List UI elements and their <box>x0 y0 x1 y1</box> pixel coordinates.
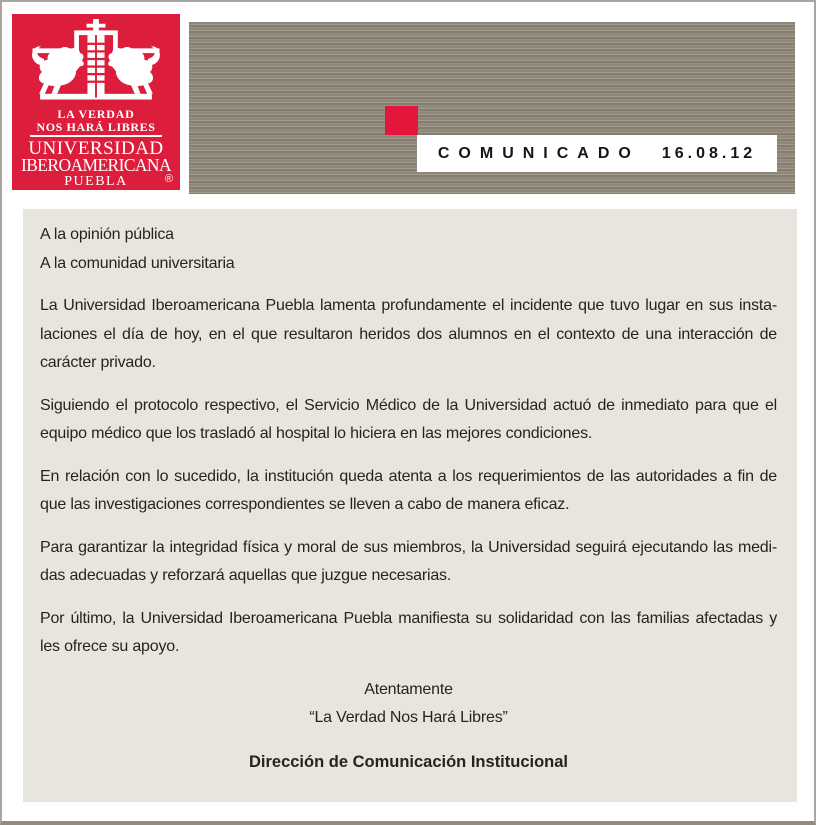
text-line: que las investigaciones correspondientes se lleven a cabo de manera eficaz. <box>40 496 570 513</box>
paragraph <box>40 292 777 378</box>
text-line: laciones el día de hoy, en el que resultaron heridos dos alumnos en el contexto de una interacción de <box>40 325 777 343</box>
comunicado-title-bar <box>417 135 777 172</box>
text-line: equipo médico que los trasladó al hospital lo hiciera en las mejores condiciones. <box>40 425 593 442</box>
registered-trademark-icon: ® <box>164 173 173 185</box>
signature-block <box>40 676 777 777</box>
accent-square <box>385 106 418 135</box>
signature-motto: “La Verdad Nos Hará Libres” <box>309 709 508 726</box>
logo-motto-line-1: LA VERDAD <box>57 107 135 121</box>
text-line: En relación con lo sucedido, la institución queda atenta a los requerimientos de las autoridades a fin de <box>40 467 777 485</box>
text-line: Por último, la Universidad Iberoamericana Puebla manifiesta su solidaridad con las familias afectadas y <box>40 609 777 627</box>
paragraph <box>40 605 777 662</box>
communique-body <box>23 209 797 802</box>
signature-department: Dirección de Comunicación Institucional <box>248 752 569 771</box>
header-banner <box>189 22 795 194</box>
text-line: Para garantizar la integridad física y moral de sus miembros, la Universidad seguirá ejecutando las medi- <box>40 538 777 556</box>
text-line: La Universidad Iberoamericana Puebla lamenta profundamente el incidente que tuvo lugar en sus insta- <box>40 297 777 314</box>
university-logo <box>12 14 180 190</box>
comunicado-date: 16.08.12 <box>661 144 757 162</box>
paragraphs <box>40 221 777 662</box>
text-line: A la comunidad universitaria <box>40 254 235 272</box>
signature-closing: Atentamente <box>364 680 453 698</box>
paragraph <box>40 463 777 520</box>
text-line: A la opinión pública <box>40 226 174 243</box>
paragraph <box>40 221 777 278</box>
paragraph <box>40 534 777 591</box>
comunicado-label: COMUNICADO <box>437 144 640 162</box>
text-line: carácter privado. <box>40 354 156 371</box>
logo-motto-line-2: NOS HARÁ LIBRES <box>36 120 156 134</box>
logo-university-name-1: UNIVERSIDAD <box>28 138 164 159</box>
logo-university-name-2: IBEROAMERICANA <box>21 155 171 175</box>
text-line: les ofrece su apoyo. <box>40 638 180 655</box>
university-crest-icon <box>23 19 169 109</box>
logo-university-name-3: PUEBLA <box>64 174 128 189</box>
logo-divider <box>30 135 162 137</box>
text-line: Siguiendo el protocolo respectivo, el Servicio Médico de la Universidad actuó de inmediato para que el <box>40 396 777 414</box>
paragraph <box>40 392 777 449</box>
text-line: das adecuadas y reforzará aquellas que juzgue necesarias. <box>40 567 452 584</box>
